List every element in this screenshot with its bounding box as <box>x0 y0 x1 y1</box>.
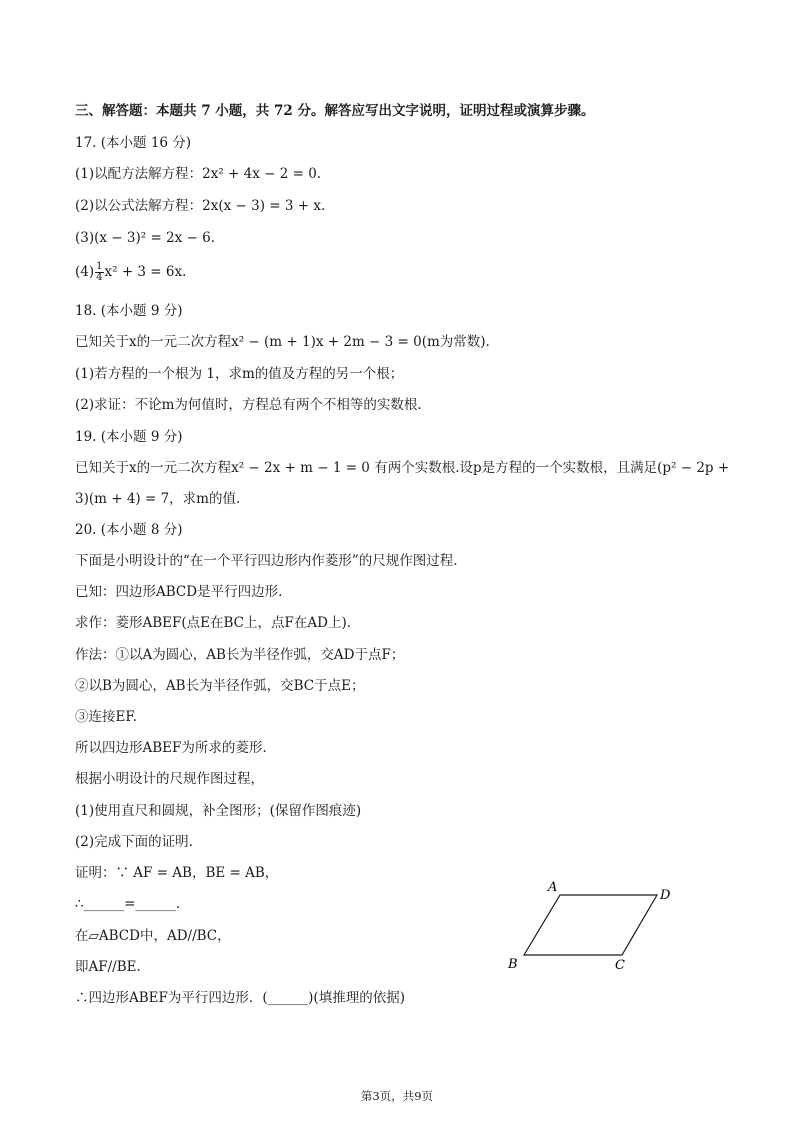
q18-title: 18. (本小题 9 分) <box>75 303 183 319</box>
q18-stem: 已知关于x的一元二次方程x² − (m + 1)x + 2m − 3 = 0(m为常数). <box>75 334 490 350</box>
q17-part1: (1)以配方法解方程：2x² + 4x − 2 = 0. <box>75 166 322 182</box>
vertex-label-b: B <box>508 957 518 972</box>
q20-line8: 根据小明设计的尺规作图过程， <box>75 771 264 787</box>
q20-line3: 求作：菱形ABEF(点E在BC上，点F在AD上). <box>75 615 352 631</box>
q20-line14: 即AF//BE. <box>75 959 141 975</box>
q18-part2: (2)求证：不论m为何值时，方程总有两个不相等的实数根. <box>75 397 422 413</box>
q17-part2: (2)以公式法解方程：2x(x − 3) = 3 + x. <box>75 198 326 214</box>
q20-line11: 证明：∵ AF = AB，BE = AB， <box>75 865 279 881</box>
q17-part4-rest: x² + 3 = 6x. <box>104 264 187 280</box>
q20-line7: 所以四边形ABEF为所求的菱形. <box>75 740 267 756</box>
fraction-numerator: 1 <box>96 261 103 272</box>
q20-line12: ∴______=______. <box>75 896 181 912</box>
vertex-label-a: A <box>548 880 558 895</box>
q19-title: 19. (本小题 9 分) <box>75 429 183 445</box>
vertex-label-d: D <box>660 888 671 903</box>
q17-part4 <box>75 262 186 283</box>
fraction-denominator: 4 <box>96 272 103 283</box>
q17-title: 17. (本小题 16 分) <box>75 135 192 151</box>
q18-part1: (1)若方程的一个根为 1，求m的值及方程的另一个根； <box>75 366 404 382</box>
q20-line4: 作法：①以A为圆心，AB长为半径作弧，交AD于点F； <box>75 647 405 663</box>
q20-line1: 下面是小明设计的“在一个平行四边形内作菱形”的尺规作图过程. <box>75 553 458 569</box>
q20-line10: (2)完成下面的证明. <box>75 834 193 850</box>
page-footer: 第3页，共9页 <box>360 1089 434 1103</box>
q20-line2: 已知：四边形ABCD是平行四边形. <box>75 584 283 600</box>
fraction <box>95 262 103 283</box>
section-heading: 三、解答题：本题共 7 小题，共 72 分。解答应写出文字说明，证明过程或演算步骤。 <box>75 103 595 119</box>
parallelogram-abcd <box>524 895 657 955</box>
q20-line13: 在▱ABCD中，AD//BC， <box>75 928 231 944</box>
vertex-label-c: C <box>615 958 625 973</box>
q17-part3: (3)(x − 3)² = 2x − 6. <box>75 230 216 246</box>
q20-line9: (1)使用直尺和圆规，补全图形；(保留作图痕迹) <box>75 803 362 819</box>
q20-title: 20. (本小题 8 分) <box>75 522 183 538</box>
q19-stem-line2: 3)(m + 4) = 7，求m的值. <box>75 491 241 507</box>
q17-part4-prefix: (4) <box>75 264 95 280</box>
q20-line5: ②以B为圆心，AB长为半径作弧，交BC于点E； <box>75 678 365 694</box>
q19-stem-line1: 已知关于x的一元二次方程x² − 2x + m − 1 = 0 有两个实数根.设p是方程的一个实数根，且满足(p² − 2p + <box>75 460 730 476</box>
q20-line6: ③连接EF. <box>75 709 137 725</box>
parallelogram-figure <box>500 876 690 976</box>
q20-line15: ∴四边形ABEF为平行四边形．(______)(填推理的依据) <box>75 990 405 1006</box>
